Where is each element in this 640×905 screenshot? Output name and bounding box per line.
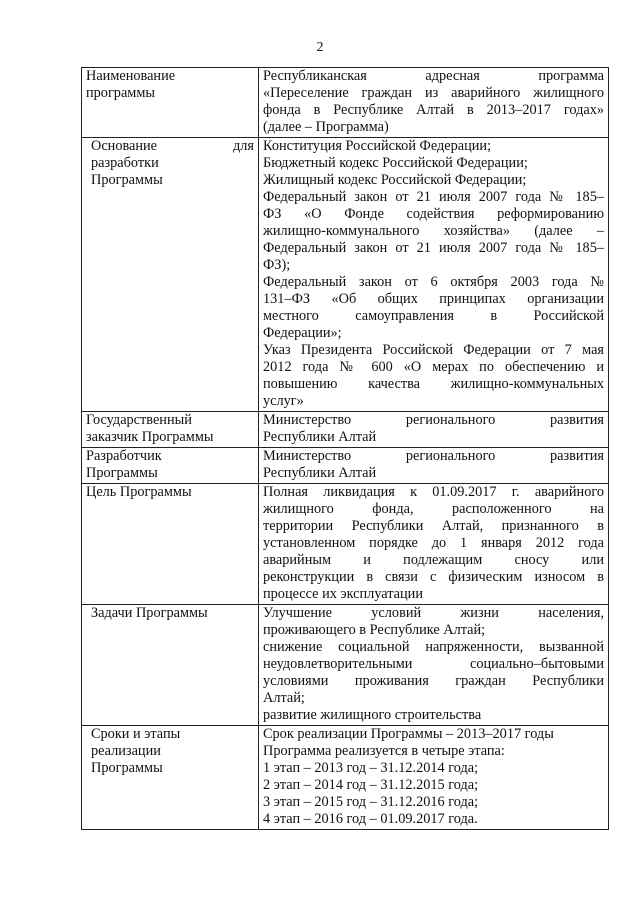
row-value-line: Жилищный кодекс Российской Федерации; xyxy=(263,172,527,188)
table-row xyxy=(82,412,609,448)
row-label-cell xyxy=(82,138,259,412)
row-value-line: жилищного фонда, расположенного на xyxy=(263,501,604,517)
program-passport-table xyxy=(81,67,609,830)
row-value-line: жилищно-коммунального хозяйства» (далее – xyxy=(263,223,604,239)
row-label-line: Цель Программы xyxy=(86,484,192,500)
table-row xyxy=(82,726,609,830)
row-value-line: Федерации»; xyxy=(263,325,342,341)
row-label-line: Программы xyxy=(91,760,163,776)
row-value-line: Бюджетный кодекс Российской Федерации; xyxy=(263,155,528,171)
row-label-line: разработки xyxy=(91,155,159,171)
row-value-line: установленном порядке до 1 января 2012 года xyxy=(263,535,604,551)
row-value-line: Полная ликвидация к 01.09.2017 г. аварийного xyxy=(263,484,604,500)
row-value-line: Федеральный закон от 21 июля 2007 года № 185– xyxy=(263,240,604,256)
row-value-line: неудовлетворительными социально–бытовыми xyxy=(263,656,604,672)
row-value-cell xyxy=(259,138,609,412)
row-value-line: 3 этап – 2015 год – 31.12.2016 года; xyxy=(263,794,479,810)
row-value-line: Республики Алтай xyxy=(263,429,377,445)
row-value-line: повышению качества жилищно-коммунальных xyxy=(263,376,604,392)
page-number: 2 xyxy=(316,40,324,55)
row-value-cell xyxy=(259,412,609,448)
row-value-cell xyxy=(259,605,609,726)
row-label-line: Государственный xyxy=(86,412,192,428)
row-value-cell xyxy=(259,726,609,830)
row-value-line: Конституция Российской Федерации; xyxy=(263,138,492,154)
row-label-line: Наименование xyxy=(86,68,176,84)
row-value-line: Программа реализуется в четыре этапа: xyxy=(263,743,505,759)
row-label-line: реализации xyxy=(91,743,161,759)
row-value-line: 2012 года № 600 «О мерах по обеспечению и xyxy=(263,359,604,375)
table-row xyxy=(82,68,609,138)
row-value-line: проживающего в Республике Алтай; xyxy=(263,622,486,638)
row-value-line: аварийным и подлежащим сносу или xyxy=(263,552,604,568)
row-label-cell xyxy=(82,726,259,830)
table-row xyxy=(82,605,609,726)
row-value-line: Федеральный закон от 6 октября 2003 года № xyxy=(263,274,604,290)
row-value-line: (далее – Программа) xyxy=(263,119,389,135)
row-value-line: Министерство регионального развития xyxy=(263,448,604,464)
row-value-line: Срок реализации Программы – 2013–2017 годы xyxy=(263,726,554,742)
table-row xyxy=(82,448,609,484)
row-value-line: Республики Алтай xyxy=(263,465,377,481)
row-value-cell xyxy=(259,484,609,605)
row-label-line: Программы xyxy=(91,172,163,188)
row-label-line: Разработчик xyxy=(86,448,162,464)
row-label-cell xyxy=(82,412,259,448)
row-value-line: условиями проживания граждан Республики xyxy=(263,673,604,689)
table-row xyxy=(82,138,609,412)
row-value-line: Федеральный закон от 21 июля 2007 года № 185– xyxy=(263,189,604,205)
row-value-line: услуг» xyxy=(263,393,304,409)
row-label-cell xyxy=(82,484,259,605)
row-label-line: программы xyxy=(86,85,156,101)
program-passport-body xyxy=(82,68,609,830)
row-value-cell xyxy=(259,448,609,484)
row-value-line: 1 этап – 2013 год – 31.12.2014 года; xyxy=(263,760,479,776)
row-value-line: ФЗ); xyxy=(263,257,291,273)
row-value-line: «Переселение граждан из аварийного жилищного xyxy=(263,85,604,101)
row-label-line: Основание для xyxy=(91,138,254,154)
row-value-line: Указ Президента Российской Федерации от 7 мая xyxy=(263,342,604,358)
row-value-line: Республиканская адресная программа xyxy=(263,68,604,84)
table-row xyxy=(82,484,609,605)
row-value-line: развитие жилищного строительства xyxy=(263,707,482,723)
row-value-line: снижение социальной напряженности, вызванной xyxy=(263,639,604,655)
row-value-line: ФЗ «О Фонде содействия реформированию xyxy=(263,206,604,222)
row-label-cell xyxy=(82,605,259,726)
row-value-line: Улучшение условий жизни населения, xyxy=(263,605,604,621)
row-value-line: 4 этап – 2016 год – 01.09.2017 года. xyxy=(263,811,478,827)
row-label-cell xyxy=(82,448,259,484)
row-value-line: Министерство регионального развития xyxy=(263,412,604,428)
row-value-line: территории Республики Алтай, признанного в xyxy=(263,518,604,534)
row-value-line: фонда в Республике Алтай в 2013–2017 годах» xyxy=(263,102,604,118)
row-label-line: Сроки и этапы xyxy=(91,726,181,742)
row-value-line: местного самоуправления в Российской xyxy=(263,308,604,324)
row-value-line: процессе их эксплуатации xyxy=(263,586,423,602)
row-value-line: 131–ФЗ «Об общих принципах организации xyxy=(263,291,604,307)
row-label-line: Программы xyxy=(86,465,158,481)
row-value-cell xyxy=(259,68,609,138)
row-value-line: реконструкции в связи с физическим износом в xyxy=(263,569,604,585)
row-label-line: заказчик Программы xyxy=(86,429,214,445)
row-label-line: Задачи Программы xyxy=(91,605,208,621)
row-value-line: Алтай; xyxy=(263,690,305,706)
row-label-cell xyxy=(82,68,259,138)
row-value-line: 2 этап – 2014 год – 31.12.2015 года; xyxy=(263,777,479,793)
